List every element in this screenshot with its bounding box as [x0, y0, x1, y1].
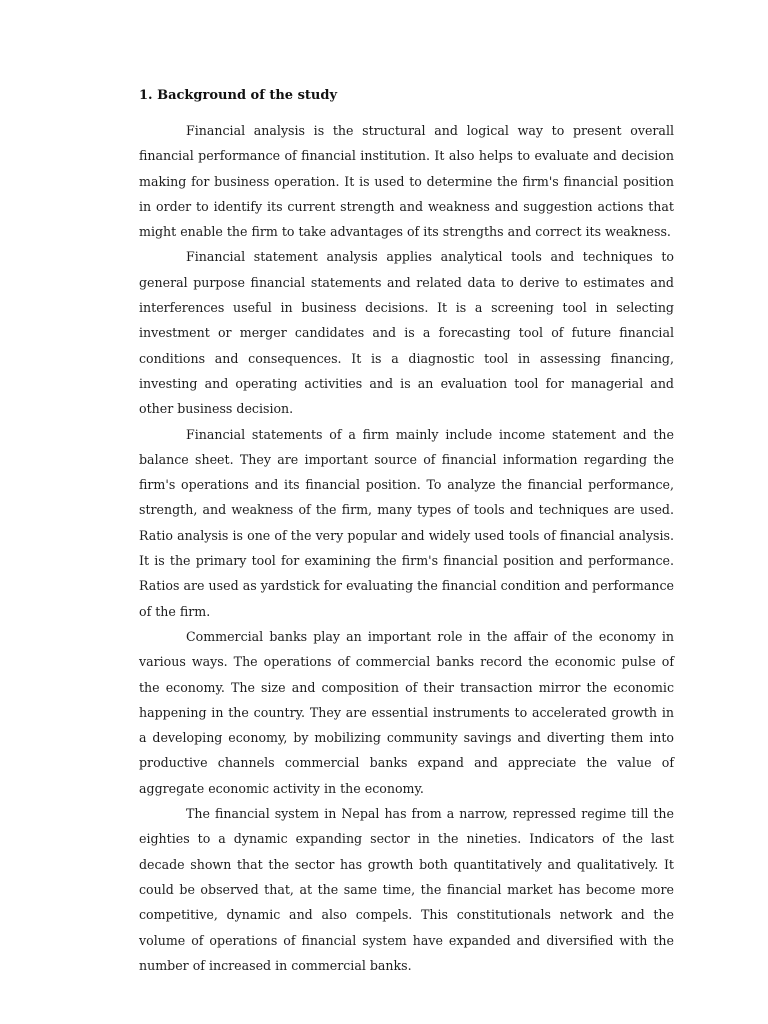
paragraph-financial-analysis: Financial analysis is the structural and logical way to present overall financial performance of financial institution. It also helps to evaluate and decision making for business operation. It is used to determine the firm's financial position in order to identify its current strength and weakness and suggestion actions that might enable the firm to take advantages of its strengths and correct its weakness.	[139, 123, 674, 240]
paragraph-commercial-banks: Commercial banks play an important role in the affair of the economy in various ways. The operations of commercial banks record the economic pulse of the economy. The size and composition of their transaction mirror the economic happening in the country. They are essential instruments to accelerated growth in a developing economy, by mobilizing community savings and diverting them into productive channels commercial banks expand and appreciate the value of aggregate economic activity in the economy.	[139, 628, 674, 796]
section-heading: 1. Background of the study	[139, 88, 338, 103]
paragraph-financial-statements: Financial statements of a firm mainly include income statement and the balance sheet. They are important source of financial information regarding the firm's operations and its financial position. To analyze the financial performance, strength, and weakness of the firm, many types of tools and techniques are used. Ratio analysis is one of the very popular and widely used tools of financial analysis. It is the primary tool for examining the firm's financial position and performance. Ratios are used as yardstick for evaluating the financial condition and performance of the firm.	[139, 426, 674, 619]
document-body	[139, 86, 674, 978]
paragraph-financial-system-nepal: The financial system in Nepal has from a narrow, repressed regime till the eighties to a dynamic expanding sector in the nineties. Indicators of the last decade shown that the sector has growth both quantitatively and qualitatively. It could be observed that, at the same time, the financial market has become more competitive, dynamic and also compels. This constitutionals network and the volume of operations of financial system have expanded and diversified with the number of increased in commercial banks.	[139, 806, 674, 973]
paragraph-statement-analysis: Financial statement analysis applies analytical tools and techniques to general purpose financial statements and related data to derive to estimates and interferences useful in business decisions. It is a screening tool in selecting investment or merger candidates and is a forecasting tool of future financial conditions and consequences. It is a diagnostic tool in assessing financing, investing and operating activities and is an evaluation tool for managerial and other business decision.	[139, 249, 674, 417]
